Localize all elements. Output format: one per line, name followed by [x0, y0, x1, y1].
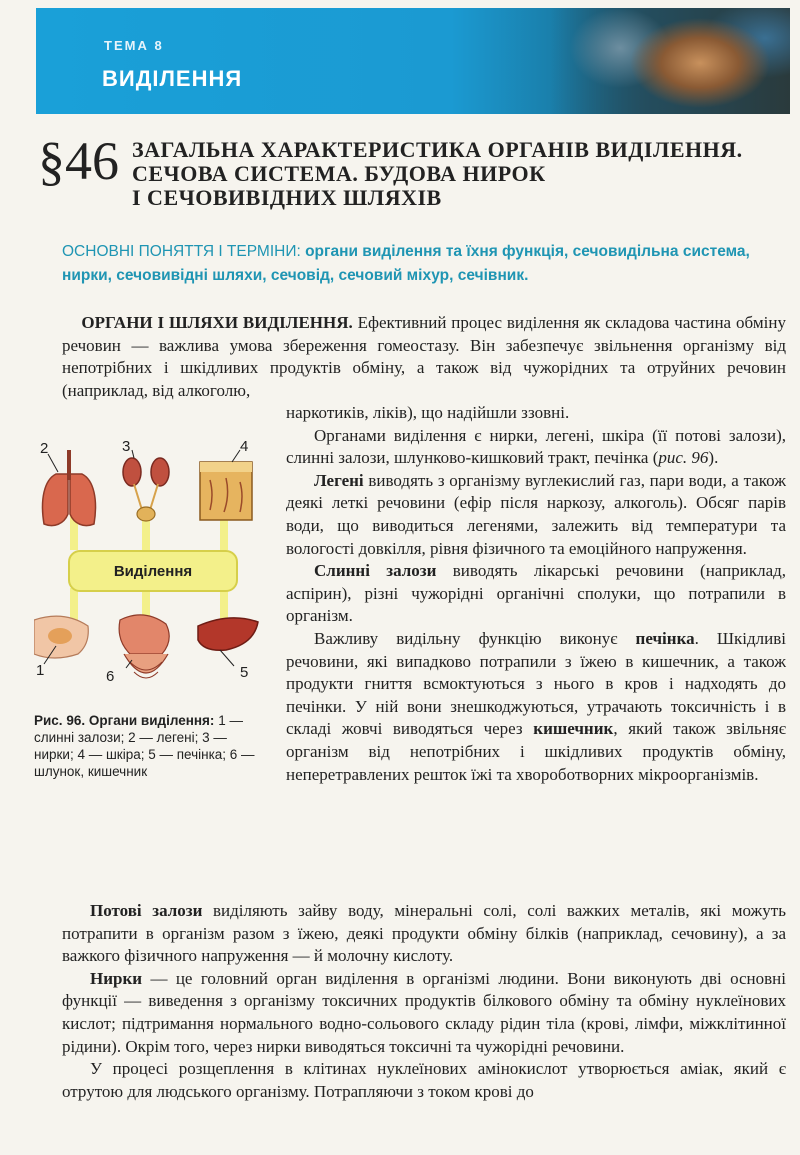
figure-caption — [34, 712, 266, 780]
last-paragraph: У процесі розщеплення в клітинах нуклеїнових амінокислот утворюється аміак, який є отрутою для людського організму. Потрапляючи з током крові до — [62, 1059, 786, 1101]
stomach-intestine-icon — [119, 615, 169, 678]
topic-label: ТЕМА 8 — [104, 38, 164, 53]
liver-paragraph-start: Важливу видільну функцію виконує печінка. Шкідливі речовини, які випадково потрапили з їжею в кишечник, а також продукти гниття всмоктуються з нього в кров і надходять до печінки. У ній вони знешкоджуються, утрачають токсичність і в складі жовчі виводяться через кишечник, який також звільняє організм від непотрібних і шкідливих продуктів обміну, неперетравлених решток їжі та хвороботворних мікроорганізмів. — [286, 628, 787, 784]
figure-number-4: 4 — [240, 438, 249, 455]
figure-number-2: 2 — [40, 440, 49, 457]
section-title — [132, 138, 782, 210]
figure-number-1: 1 — [36, 662, 45, 679]
lungs-term: Легені — [314, 470, 364, 490]
salivary-paragraph: Слинні залози виводять лікарські речовини (наприклад, аспірин), різні чужорідні органічні сполуки, що потрапили в організм. — [286, 561, 787, 626]
right-column — [286, 402, 786, 786]
key-concepts-label: ОСНОВНІ ПОНЯТТЯ І ТЕРМІНИ: — [62, 243, 301, 260]
intestine-term: кишечник — [533, 719, 614, 739]
sweat-paragraph: Потові залози виділяють зайву воду, мінеральні солі, солі важких металів, які можуть потрапити в організм разом з їжею, деякі продукти обміну білків (наприклад, сечовину), а за важкого фізичного напруження — й молочну кислоту. — [62, 901, 786, 966]
intro-continuation: наркотиків, ліків), що надійшли ззовні. — [286, 403, 570, 422]
intro-heading: ОРГАНИ І ШЛЯХИ ВИДІЛЕННЯ. — [81, 313, 353, 332]
lungs-icon — [43, 450, 96, 526]
section-number: §46 — [38, 131, 119, 191]
section-title-line: ЗАГАЛЬНА ХАРАКТЕРИСТИКА ОРГАНІВ ВИДІЛЕННЯ. — [132, 137, 743, 162]
figure-number-3: 3 — [122, 438, 131, 455]
excretion-center-label: Виділення — [68, 550, 238, 592]
topic-title: ВИДІЛЕННЯ — [102, 66, 243, 91]
organs-paragraph: Органами виділення є нирки, легені, шкіра (її потові залози), слинні залози, шлунково-кишковий тракт, печінка (рис. 96). — [286, 425, 786, 468]
figure-number-6: 6 — [106, 668, 115, 685]
kidney-paragraph: Нирки — це головний орган виділення в організмі людини. Вони виконують дві основні функції — виведення з організму токсичних продуктів білкового обміну та обміну нуклеїнових кислот; підтримання нормального водно-сольового складу рідин тіла (крові, лімфи, міжклітинної рідини). Окрім того, через нирки виводяться токсичні та чужорідні речовини. — [62, 968, 787, 1056]
figure-96 — [34, 440, 266, 702]
salivary-glands-icon — [34, 616, 88, 658]
salivary-term: Слинні залози — [314, 561, 437, 581]
skin-icon — [200, 462, 252, 520]
liver-term: печінка — [635, 628, 695, 648]
intro-text: Ефективний процес виділення як складова частина обміну речовин — важлива умова збереження гомеостазу. Він забезпечує звільнення організму від непотрібних і шкідливих продуктів обміну, а також від чужорідних та отруйних речовин (наприклад, від алкоголю, — [62, 313, 787, 400]
intro-paragraph — [62, 312, 786, 402]
brain-illustration — [550, 8, 790, 114]
lungs-paragraph: Легені виводять з організму вуглекислий газ, пари води, а також деякі леткі речовини (ефір після наркозу, алкоголь). Обсяг парів води, що виводиться легенями, залежить від температури та вологості довкілля, рівня фізичного та емоційного напруження. — [286, 470, 786, 558]
key-concepts-text: органи виділення та їхня функція, сечовидільна система, нирки, сечовивідні шляхи, сечовід, сечовий міхур, сечівник. — [62, 243, 750, 284]
caption-text: 1 — слинні залози; 2 — легені; 3 — нирки; 4 — шкіра; 5 — печінка; 6 — шлунок, кишечник — [34, 713, 255, 779]
topic-banner — [36, 8, 790, 114]
kidney-term: Нирки — [90, 968, 143, 988]
sweat-term: Потові залози — [90, 901, 203, 920]
figure-number-5: 5 — [240, 664, 249, 681]
key-concepts — [62, 240, 786, 288]
kidneys-icon — [123, 458, 169, 521]
lower-text — [62, 900, 786, 1103]
liver-icon — [198, 618, 258, 650]
figure-reference: рис. 96 — [658, 448, 709, 468]
section-title-line: СЕЧОВА СИСТЕМА. БУДОВА НИРОК — [132, 161, 546, 186]
caption-title: Рис. 96. Органи виділення: — [34, 713, 215, 728]
section-title-line: І СЕЧОВИВІДНИХ ШЛЯХІВ — [132, 185, 442, 210]
